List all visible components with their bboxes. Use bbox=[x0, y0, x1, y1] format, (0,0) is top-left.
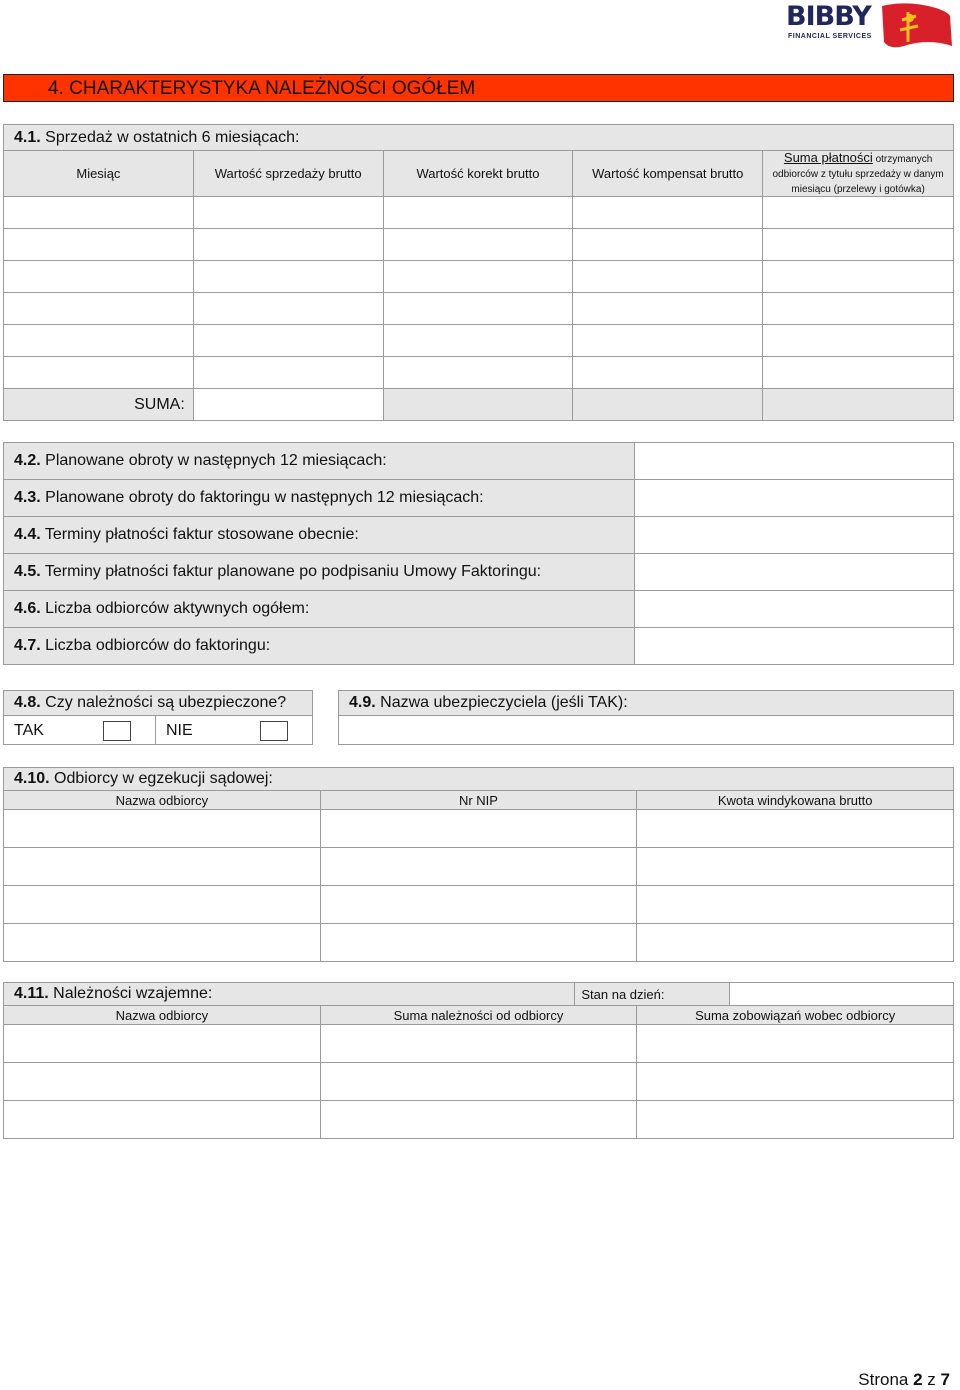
mutual-title: 4.11. Należności wzajemne: bbox=[4, 983, 575, 1006]
input-cell[interactable] bbox=[573, 357, 763, 389]
question-label: 4.2. Planowane obroty w następnych 12 miesiącach: bbox=[4, 443, 635, 480]
question-label: 4.5. Terminy płatności faktur planowane po podpisaniu Umowy Faktoringu: bbox=[4, 554, 635, 591]
input-cell[interactable] bbox=[193, 197, 383, 229]
no-checkbox[interactable] bbox=[260, 721, 288, 741]
input-cell[interactable] bbox=[193, 229, 383, 261]
enforcement-title: 4.10. Odbiorcy w egzekucji sądowej: bbox=[4, 768, 954, 791]
page-number: Strona 2 z 7 bbox=[858, 1370, 950, 1389]
flag-icon bbox=[878, 2, 954, 50]
sum-cell[interactable] bbox=[383, 389, 573, 421]
input-cell[interactable] bbox=[383, 293, 573, 325]
input-cell[interactable] bbox=[573, 229, 763, 261]
input-cell[interactable] bbox=[193, 293, 383, 325]
input-cell[interactable] bbox=[383, 325, 573, 357]
input-cell[interactable] bbox=[4, 229, 194, 261]
input-cell[interactable] bbox=[4, 810, 321, 848]
input-cell[interactable] bbox=[573, 325, 763, 357]
sales-table-title bbox=[4, 125, 954, 151]
col-payments bbox=[763, 151, 954, 197]
col-month: Miesiąc bbox=[4, 151, 194, 197]
col-liabilities: Suma zobowiązań wobec odbiorcy bbox=[637, 1006, 954, 1025]
input-cell[interactable] bbox=[763, 261, 954, 293]
logo-text: BIBBY bbox=[786, 1, 871, 32]
input-cell[interactable] bbox=[637, 848, 954, 886]
col-recipient-name: Nazwa odbiorcy bbox=[4, 1006, 321, 1025]
col-sales-value: Wartość sprzedaży brutto bbox=[193, 151, 383, 197]
sum-cell[interactable] bbox=[763, 389, 954, 421]
input-cell[interactable] bbox=[383, 261, 573, 293]
date-label: Stan na dzień: bbox=[575, 983, 730, 1006]
sum-cell[interactable] bbox=[573, 389, 763, 421]
questions-table bbox=[3, 442, 954, 665]
input-cell[interactable] bbox=[637, 1025, 954, 1063]
input-cell[interactable] bbox=[763, 357, 954, 389]
col-recipient-name: Nazwa odbiorcy bbox=[4, 791, 321, 810]
input-cell[interactable] bbox=[320, 886, 637, 924]
col-receivables: Suma należności od odbiorcy bbox=[320, 1006, 637, 1025]
insurer-field-group bbox=[338, 690, 954, 745]
input-cell[interactable] bbox=[320, 848, 637, 886]
input-cell[interactable] bbox=[637, 810, 954, 848]
insurance-question-label: 4.8. Czy należności są ubezpieczone? bbox=[4, 691, 312, 716]
answer-field[interactable] bbox=[635, 591, 954, 628]
input-cell[interactable] bbox=[763, 293, 954, 325]
input-cell[interactable] bbox=[193, 357, 383, 389]
enforcement-table bbox=[3, 767, 954, 962]
insurer-input[interactable] bbox=[339, 716, 953, 745]
answer-field[interactable] bbox=[635, 443, 954, 480]
input-cell[interactable] bbox=[320, 1025, 637, 1063]
question-label: 4.7. Liczba odbiorców do faktoringu: bbox=[4, 628, 635, 665]
input-cell[interactable] bbox=[4, 886, 321, 924]
logo-subtext: FINANCIAL SERVICES bbox=[788, 33, 872, 40]
col-payments-desc: otrzymanych odbiorców z tytułu sprzedaży w danym miesiącu (przelewy i gotówka) bbox=[772, 154, 944, 195]
question-label: 4.6. Liczba odbiorców aktywnych ogółem: bbox=[4, 591, 635, 628]
input-cell[interactable] bbox=[637, 1101, 954, 1139]
insurer-label: 4.9. Nazwa ubezpieczyciela (jeśli TAK): bbox=[339, 691, 953, 716]
input-cell[interactable] bbox=[4, 293, 194, 325]
yes-label: TAK bbox=[14, 721, 44, 739]
col-amount: Kwota windykowana brutto bbox=[637, 791, 954, 810]
section-number: 4.1. bbox=[14, 128, 41, 146]
yes-checkbox[interactable] bbox=[103, 721, 131, 741]
input-cell[interactable] bbox=[573, 293, 763, 325]
input-cell[interactable] bbox=[320, 810, 637, 848]
input-cell[interactable] bbox=[383, 357, 573, 389]
input-cell[interactable] bbox=[320, 1063, 637, 1101]
input-cell[interactable] bbox=[193, 261, 383, 293]
input-cell[interactable] bbox=[4, 1101, 321, 1139]
input-cell[interactable] bbox=[4, 325, 194, 357]
input-cell[interactable] bbox=[763, 325, 954, 357]
input-cell[interactable] bbox=[320, 924, 637, 962]
input-cell[interactable] bbox=[4, 197, 194, 229]
sales-table bbox=[3, 124, 954, 421]
input-cell[interactable] bbox=[637, 1063, 954, 1101]
input-cell[interactable] bbox=[4, 848, 321, 886]
input-cell[interactable] bbox=[4, 924, 321, 962]
col-nip: Nr NIP bbox=[320, 791, 637, 810]
input-cell[interactable] bbox=[637, 924, 954, 962]
section-label: Sprzedaż w ostatnich 6 miesiącach: bbox=[45, 128, 300, 146]
col-payments-main: Suma płatności bbox=[783, 150, 873, 165]
input-cell[interactable] bbox=[4, 1025, 321, 1063]
sum-cell[interactable] bbox=[193, 389, 383, 421]
answer-field[interactable] bbox=[635, 517, 954, 554]
input-cell[interactable] bbox=[4, 357, 194, 389]
input-cell[interactable] bbox=[4, 261, 194, 293]
input-cell[interactable] bbox=[763, 229, 954, 261]
question-label: 4.4. Terminy płatności faktur stosowane obecnie: bbox=[4, 517, 635, 554]
section-header bbox=[3, 74, 954, 102]
input-cell[interactable] bbox=[320, 1101, 637, 1139]
input-cell[interactable] bbox=[383, 229, 573, 261]
input-cell[interactable] bbox=[637, 886, 954, 924]
no-label: NIE bbox=[166, 721, 193, 739]
col-compensations: Wartość kompensat brutto bbox=[573, 151, 763, 197]
insurance-question bbox=[3, 690, 313, 745]
input-cell[interactable] bbox=[573, 197, 763, 229]
sum-label: SUMA: bbox=[4, 389, 194, 421]
mutual-receivables-table bbox=[3, 982, 954, 1139]
section-title: 4. CHARAKTERYSTYKA NALEŻNOŚCI OGÓŁEM bbox=[48, 78, 476, 99]
input-cell[interactable] bbox=[193, 325, 383, 357]
input-cell[interactable] bbox=[763, 197, 954, 229]
answer-field[interactable] bbox=[635, 554, 954, 591]
input-cell[interactable] bbox=[4, 1063, 321, 1101]
question-label: 4.3. Planowane obroty do faktoringu w następnych 12 miesiącach: bbox=[4, 480, 635, 517]
date-input[interactable] bbox=[730, 983, 954, 1006]
input-cell[interactable] bbox=[573, 261, 763, 293]
answer-field[interactable] bbox=[635, 628, 954, 665]
input-cell[interactable] bbox=[383, 197, 573, 229]
answer-field[interactable] bbox=[635, 480, 954, 517]
col-corrections: Wartość korekt brutto bbox=[383, 151, 573, 197]
